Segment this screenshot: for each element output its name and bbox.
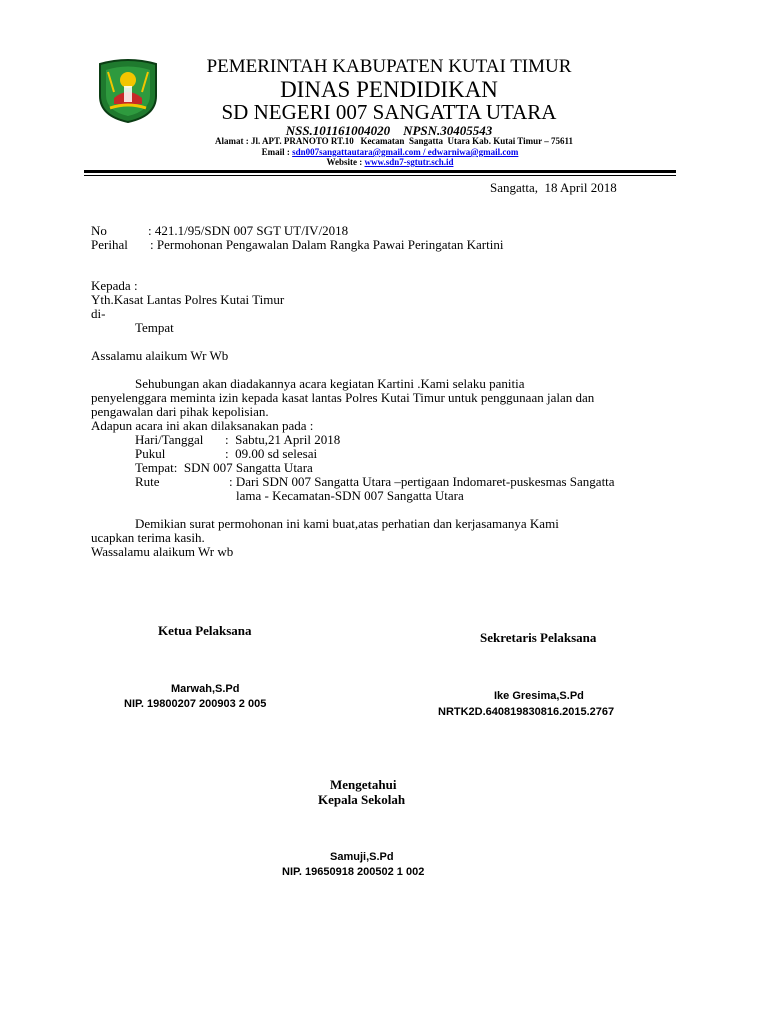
no-label: No <box>91 223 107 238</box>
kepala-sekolah-label: Kepala Sekolah <box>318 792 406 807</box>
perihal-value: : Permohonan Pengawalan Dalam Rangka Pawai Peringatan Kartini <box>150 237 504 252</box>
letterhead-address: Alamat : Jl. APT. PRANOTO RT.10 Kecamatan Sangatta Utara Kab. Kutai Timur – 75611 <box>215 136 573 146</box>
rute-label: Rute <box>135 474 160 489</box>
tempat-label: Tempat <box>135 320 174 335</box>
paragraph-1-line-2: penyelenggara meminta izin kepada kasat lantas Polres Kutai Timur untuk penggunaan jalan dan <box>91 390 595 405</box>
letterhead-school: SD NEGERI 007 SANGATTA UTARA <box>221 100 557 124</box>
hari-label: Hari/Tanggal <box>135 432 204 447</box>
no-value: : 421.1/95/SDN 007 SGT UT/IV/2018 <box>148 223 349 238</box>
right-signer-name: Ike Gresima,S.Pd <box>494 690 584 702</box>
pukul-label: Pukul <box>135 446 166 461</box>
hari-value: : Sabtu,21 April 2018 <box>225 432 341 447</box>
rute-value-1: : Dari SDN 007 Sangatta Utara –pertigaan Indomaret-puskesmas Sangatta <box>229 474 615 489</box>
kepada-label: Kepada : <box>91 278 138 293</box>
header-divider-thick <box>84 170 676 173</box>
right-signer-nip: NRTK2D.640819830816.2015.2767 <box>438 706 615 718</box>
letterhead-website <box>0 157 768 167</box>
pukul-value: : 09.00 sd selesai <box>225 446 318 461</box>
greeting: Assalamu alaikum Wr Wb <box>91 348 229 363</box>
letterhead-email <box>0 147 768 157</box>
left-signer-nip: NIP. 19800207 200903 2 005 <box>124 698 267 710</box>
left-signer-title: Ketua Pelaksana <box>158 623 252 638</box>
head-name: Samuji,S.Pd <box>330 851 394 863</box>
tempat-line: Tempat: SDN 007 Sangatta Utara <box>135 460 313 475</box>
mengetahui-label: Mengetahui <box>330 777 397 792</box>
email-label: Email : <box>261 147 293 157</box>
header-divider-thin <box>84 175 676 176</box>
paragraph-2: Adapun acara ini akan dilaksanakan pada : <box>91 418 314 433</box>
place-date: Sangatta, 18 April 2018 <box>490 180 617 195</box>
letterhead-dept: DINAS PENDIDIKAN <box>280 77 498 102</box>
di-label: di- <box>91 306 106 321</box>
right-signer-title: Sekretaris Pelaksana <box>480 630 597 645</box>
farewell: Wassalamu alaikum Wr wb <box>91 544 234 559</box>
left-signer-name: Marwah,S.Pd <box>171 683 240 695</box>
closing-line-2: ucapkan terima kasih. <box>91 530 205 545</box>
paragraph-1-line-1: Sehubungan akan diadakannya acara kegiatan Kartini .Kami selaku panitia <box>135 376 525 391</box>
website-link[interactable]: www.sdn7-sgtutr.sch.id <box>364 157 454 167</box>
rute-value-2: lama - Kecamatan-SDN 007 Sangatta Utara <box>236 488 464 503</box>
addressee: Yth.Kasat Lantas Polres Kutai Timur <box>91 292 285 307</box>
letterhead-ids: NSS.101161004020 NPSN.30405543 <box>285 123 493 138</box>
email-link[interactable]: sdn007sangattautara@gmail.com / edwarniwa@gmail.com <box>292 147 519 157</box>
website-label: Website : <box>326 157 365 167</box>
closing-line-1: Demikian surat permohonan ini kami buat,atas perhatian dan kerjasamanya Kami <box>135 516 559 531</box>
letterhead-gov: PEMERINTAH KABUPATEN KUTAI TIMUR <box>206 56 572 77</box>
perihal-label: Perihal <box>91 237 128 252</box>
paragraph-1-line-3: pengawalan dari pihak kepolisian. <box>91 404 269 419</box>
head-nip: NIP. 19650918 200502 1 002 <box>282 866 425 878</box>
